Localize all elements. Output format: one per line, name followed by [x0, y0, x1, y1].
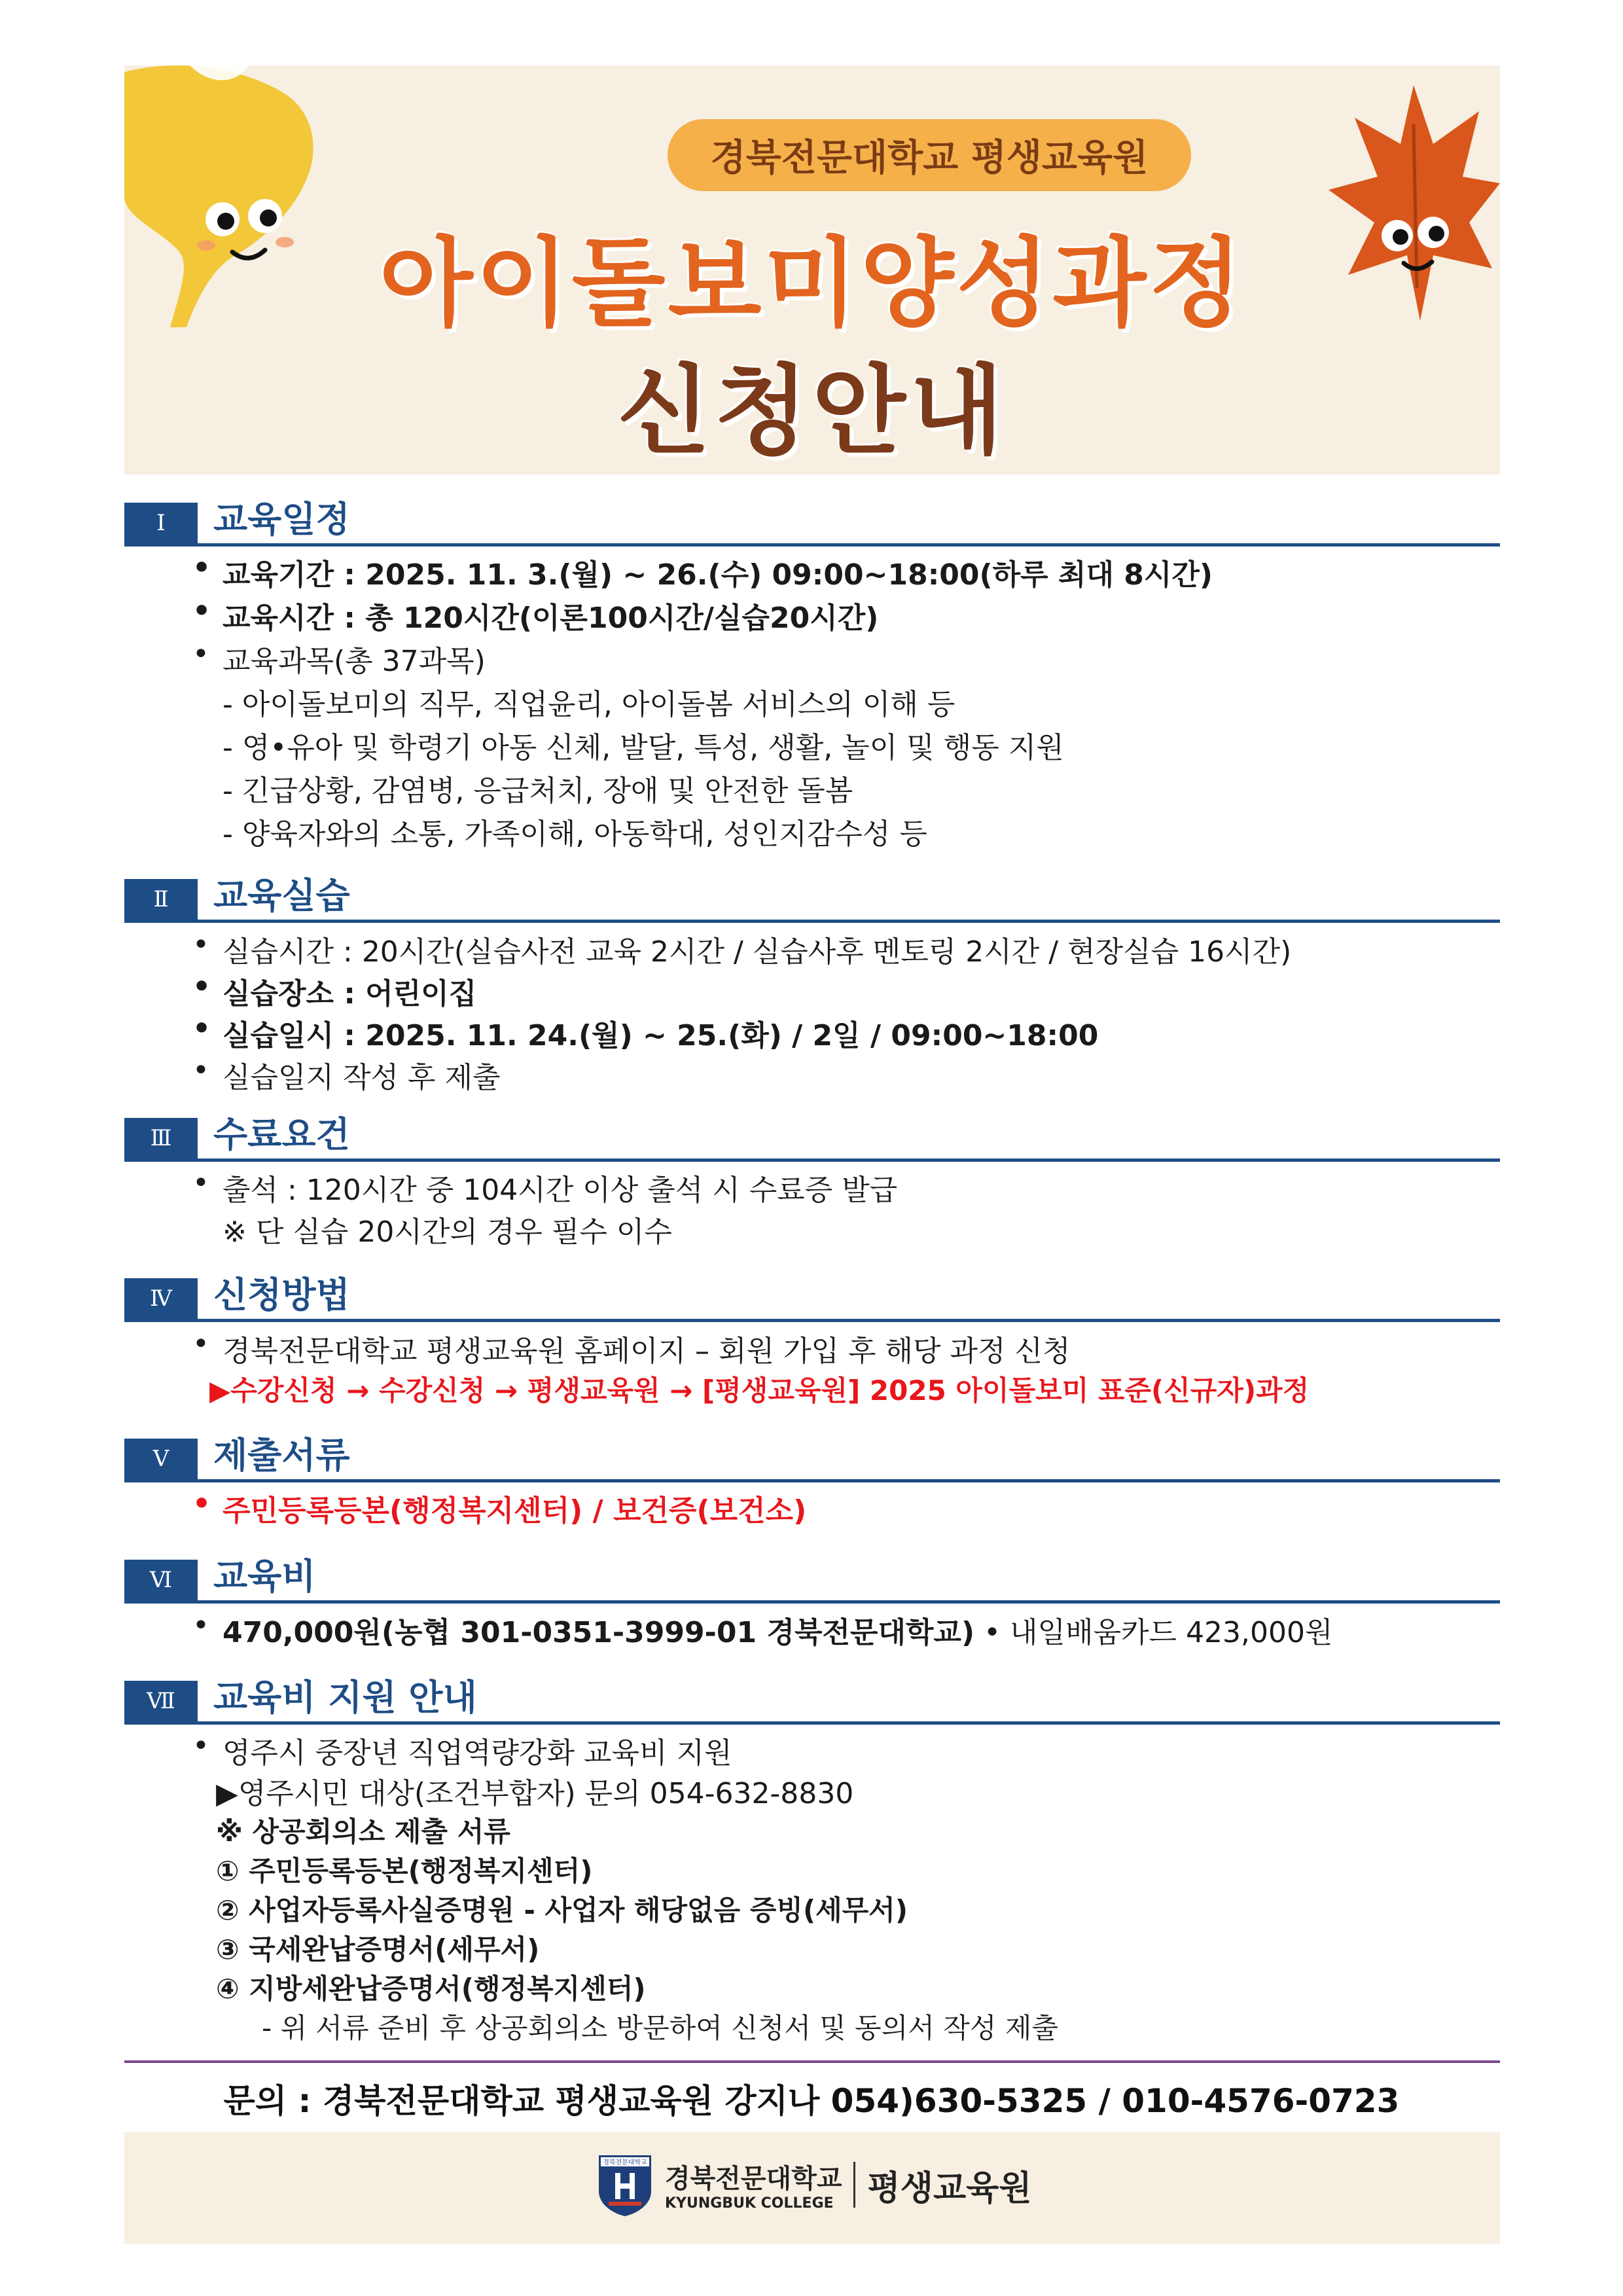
fee-line	[223, 1609, 1333, 1651]
fee-card: • 내일배움카드 423,000원	[984, 1616, 1333, 1649]
section-title: 신청방법	[213, 1274, 350, 1316]
completion-attendance: • 출석 : 120시간 중 104시간 이상 출석 시 수료증 발급	[223, 1166, 897, 1208]
section-header	[124, 1554, 1500, 1604]
section-documents	[124, 1433, 1500, 1482]
crest-text: 경북전문대학교	[603, 2159, 647, 2166]
practice-journal: • 실습일지 작성 후 제출	[223, 1054, 501, 1096]
footer	[124, 2132, 1500, 2244]
support-doc-item: ③ 국세완납증명서(세무서)	[216, 1933, 540, 1965]
section-number: Ⅲ	[124, 1118, 198, 1158]
header-banner	[124, 65, 1500, 475]
practice-hours: • 실습시간 : 20시간(실습사전 교육 2시간 / 실습사후 멘토링 2시간 / 현장실습 16시간)	[223, 928, 1291, 970]
support-doc-note: - 위 서류 준비 후 상공회의소 방문하여 신청서 및 동의서 작성 제출	[262, 2012, 1058, 2044]
logo-english-name: KYUNGBUK COLLEGE	[665, 2195, 834, 2212]
section-header	[124, 1273, 1500, 1322]
logo-korean-name: 경북전문대학교	[665, 2164, 842, 2194]
college-crest-icon	[596, 2152, 654, 2217]
support-docs-heading: ※ 상공회의소 제출 서류	[216, 1816, 510, 1848]
practice-place: • 실습장소 : 어린이집	[223, 970, 476, 1012]
page-title-line2: 신청안내	[617, 355, 1007, 467]
subject-item: - 긴급상황, 감염병, 응급처치, 장애 및 안전한 돌봄	[223, 774, 853, 808]
page-title-line1: 아이돌보미양성과정	[379, 227, 1245, 340]
subject-item: - 아이돌보미의 직무, 직업윤리, 아이돌봄 서비스의 이해 등	[223, 688, 955, 721]
logo-separator	[853, 2162, 855, 2208]
schedule-hours: • 교육시간 : 총 120시간(이론100시간/실습20시간)	[223, 594, 878, 636]
section-title: 제출서류	[213, 1435, 350, 1476]
application-method: • 경북전문대학교 평생교육원 홈페이지 – 회원 가입 후 해당 과정 신청	[223, 1327, 1070, 1369]
support-contact: ▶영주시민 대상(조건부합자) 문의 054-632-8830	[216, 1777, 854, 1810]
support-doc-item: ② 사업자등록사실증명원 - 사업자 해당없음 증빙(세무서)	[216, 1894, 908, 1926]
application-path: ▶수강신청 → 수강신청 → 평생교육원 → [평생교육원] 2025 아이돌보미 표준(신규자)과정	[209, 1374, 1310, 1407]
section-title: 교육실습	[213, 875, 350, 916]
section-application	[124, 1273, 1500, 1322]
schedule-period: • 교육기간 : 2025. 11. 3.(월) ~ 26.(수) 09:00~18:00(하루 최대 8시간)	[223, 551, 1213, 593]
support-doc-item: ④ 지방세완납증명서(행정복지센터)	[216, 1973, 646, 2005]
section-header	[124, 874, 1500, 923]
subject-item: - 양육자와의 소통, 가족이해, 아동학대, 성인지감수성 등	[223, 817, 927, 851]
section-practice	[124, 874, 1500, 923]
section-number: Ⅰ	[124, 503, 198, 543]
divider	[124, 2060, 1500, 2063]
section-header	[124, 1113, 1500, 1162]
section-number: Ⅴ	[124, 1439, 198, 1479]
section-number: Ⅵ	[124, 1560, 198, 1600]
section-number: Ⅱ	[124, 879, 198, 920]
section-fee-support	[124, 1676, 1500, 1725]
required-documents: • 주민등록등본(행정복지센터) / 보건증(보건소)	[223, 1487, 806, 1529]
support-program: • 영주시 중장년 직업역량강화 교육비 지원	[223, 1729, 732, 1771]
section-schedule	[124, 497, 1500, 547]
section-header	[124, 1676, 1500, 1725]
section-header	[124, 1433, 1500, 1482]
support-doc-item: ① 주민등록등본(행정복지센터)	[216, 1855, 593, 1887]
schedule-subjects: • 교육과목(총 37과목)	[223, 637, 486, 679]
section-number: Ⅳ	[124, 1278, 198, 1319]
section-header	[124, 497, 1500, 547]
subject-item: - 영•유아 및 학령기 아동 신체, 발달, 특성, 생활, 놀이 및 행동 지원	[223, 731, 1064, 764]
section-title: 수료요건	[213, 1114, 350, 1155]
section-fee	[124, 1554, 1500, 1604]
practice-dates: • 실습일시 : 2025. 11. 24.(월) ~ 25.(화) / 2일 / 09:00~18:00	[223, 1012, 1098, 1054]
contact-info: 문의 : 경북전문대학교 평생교육원 강지나 054)630-5325 / 010-4576-0723	[223, 2082, 1400, 2120]
org-name-pill: 경북전문대학교 평생교육원	[668, 119, 1191, 191]
section-number: Ⅶ	[124, 1681, 198, 1721]
section-title: 교육일정	[213, 499, 350, 540]
college-logo	[596, 2152, 1032, 2217]
fee-account: 470,000원(농협 301-0351-3999-01 경북전문대학교)	[223, 1616, 975, 1649]
section-title: 교육비 지원 안내	[213, 1677, 477, 1718]
section-title: 교육비	[213, 1556, 316, 1597]
section-completion	[124, 1113, 1500, 1162]
completion-note: ※ 단 실습 20시간의 경우 필수 이수	[223, 1215, 672, 1249]
logo-unit-name: 평생교육원	[867, 2168, 1032, 2208]
